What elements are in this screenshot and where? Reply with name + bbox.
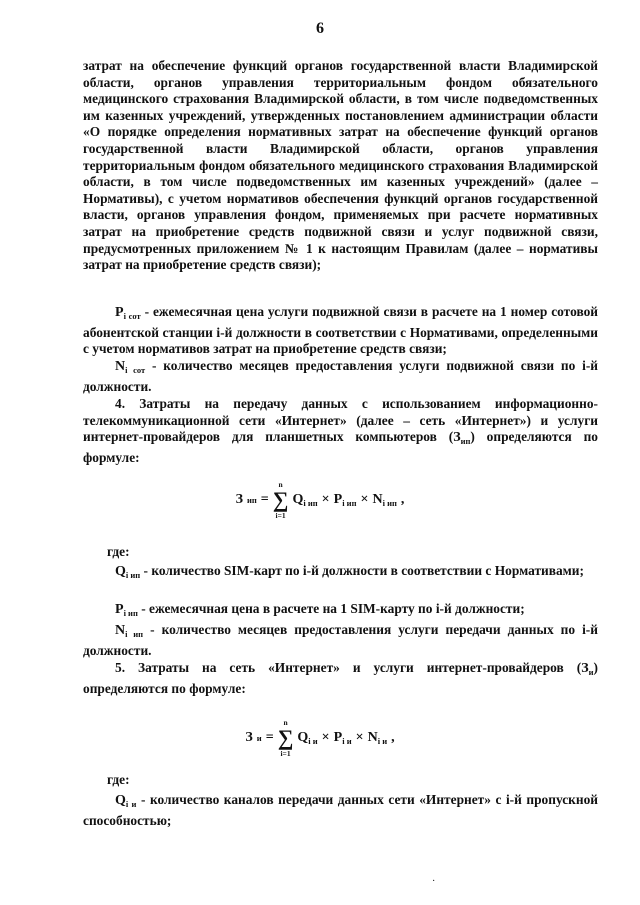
definition-n-sot (83, 358, 598, 395)
summation-icon (273, 480, 289, 520)
var-subscript: i ип (125, 629, 144, 639)
section-text-end: ) определяются по формуле: (83, 429, 598, 465)
var-subscript: i ип (123, 608, 138, 618)
multiply-sign: × (321, 730, 330, 745)
definition-text: - ежемесячная цена в расчете на 1 SIM-карту по i-й должности; (137, 601, 525, 616)
formula-term-subscript: i и (308, 736, 318, 746)
var-subscript: i ип (125, 570, 141, 580)
sum-lower-limit: i=1 (275, 511, 286, 520)
formula-comma: , (400, 492, 405, 507)
where-label: где: (107, 772, 130, 787)
var-subscript: i сот (125, 365, 146, 375)
var-subscript: ип (460, 436, 471, 447)
sum-lower-limit: i=1 (280, 749, 291, 758)
var-symbol: Q (115, 793, 126, 808)
sum-upper-limit: n (278, 480, 283, 489)
scan-mark: · (432, 876, 436, 887)
var-symbol: З (581, 661, 589, 676)
formula-internet-tablets (0, 480, 640, 520)
formula-term-subscript: i и (342, 736, 352, 746)
section-text-end: ) определяются по формуле: (83, 660, 598, 696)
where-label: где: (107, 544, 130, 559)
section-4-paragraph (83, 396, 598, 466)
var-symbol: P (115, 305, 124, 320)
formula-term: P (333, 492, 343, 507)
formula-term: N (367, 730, 378, 745)
definition-text: - ежемесячная цена услуги подвижной связи в расчете на 1 номер сотовой абонентской станции i-й должности в соответствии с Нормативами, определенными с учетом нормативов затрат на приобретение средств связи; (83, 304, 598, 357)
var-symbol: З (453, 430, 461, 446)
sigma-glyph: ∑ (277, 725, 294, 750)
formula-term: N (372, 492, 383, 507)
formula-lhs-subscript: и (256, 733, 262, 743)
multiply-sign: × (355, 730, 364, 745)
section-text: 5. Затраты на сеть «Интернет» и услуги интернет-провайдеров ( (115, 660, 582, 675)
formula-term-subscript: i ип (342, 498, 357, 508)
definition-text: - количество месяцев предоставления услуги подвижной связи по i-й должности. (83, 358, 598, 394)
page-number: 6 (316, 20, 324, 37)
sum-upper-limit: n (283, 718, 288, 727)
formula-lhs: З (235, 492, 243, 507)
definition-p-ip (83, 601, 598, 622)
formula-term: Q (292, 492, 304, 507)
var-symbol: N (115, 623, 126, 638)
section-text: 4. Затраты на передачу данных с использованием информационно-телекоммуникационной сети «Интернет» (далее – сеть «Интернет») и услуги интернет-провайдеров для планшетных компьютеров ( (83, 396, 598, 445)
equals-sign: = (260, 492, 269, 507)
formula-lhs-subscript: ип (246, 495, 257, 505)
formula-term-subscript: i ип (382, 498, 397, 508)
formula-term: P (333, 730, 343, 745)
paragraph-intro: затрат на обеспечение функций органов государственной власти Владимирской области, органов управления территориальным фондом обязательного медицинского страхования Владимирской области, в том числе подведомственных им казенных учреждений, утвержденных постановлением администрации области «О порядке определения нормативных затрат на обеспечение функций органов государственной власти Владимирской области, органов управления территориальным фондом обязательного медицинского страхования Владимирской области, в том числе подведомственных им казенных учреждений» (далее – Нормативы), с учетом нормативов обеспечения функций органов государственной власти, органов управления фондом, применяемых при расчете нормативных затрат на приобретение средств подвижной связи и услуг подвижной связи, предусмотренных приложением № 1 к настоящим Правилам (далее – нормативы затрат на приобретение средств связи); (83, 58, 598, 273)
formula-term-subscript: i ип (303, 498, 318, 508)
formula-internet (0, 718, 640, 758)
equals-sign: = (265, 730, 274, 745)
definition-text: - количество месяцев предоставления услуги передачи данных по i-й должности. (83, 622, 598, 658)
var-subscript: i сот (123, 311, 141, 321)
multiply-sign: × (321, 492, 330, 507)
definition-q-i (83, 792, 598, 829)
summation-icon (278, 718, 294, 758)
formula-term: Q (297, 730, 309, 745)
definition-p-sot (83, 304, 598, 358)
section-5-paragraph (83, 660, 598, 697)
var-symbol: N (115, 359, 126, 374)
sigma-glyph: ∑ (272, 487, 289, 512)
definition-text: - количество каналов передачи данных сети «Интернет» с i-й пропускной способностью; (83, 792, 599, 828)
var-symbol: Q (115, 564, 126, 579)
var-subscript: и (588, 667, 594, 677)
formula-lhs: З (245, 730, 253, 745)
var-subscript: i и (125, 799, 137, 809)
formula-comma: , (391, 730, 395, 745)
definition-q-ip (83, 563, 598, 584)
multiply-sign: × (360, 492, 369, 507)
formula-term-subscript: i и (377, 736, 388, 746)
definition-text: - количество SIM-карт по i-й должности в соответствии с Нормативами; (140, 563, 584, 578)
definition-n-ip (83, 622, 598, 659)
var-symbol: P (115, 602, 124, 617)
